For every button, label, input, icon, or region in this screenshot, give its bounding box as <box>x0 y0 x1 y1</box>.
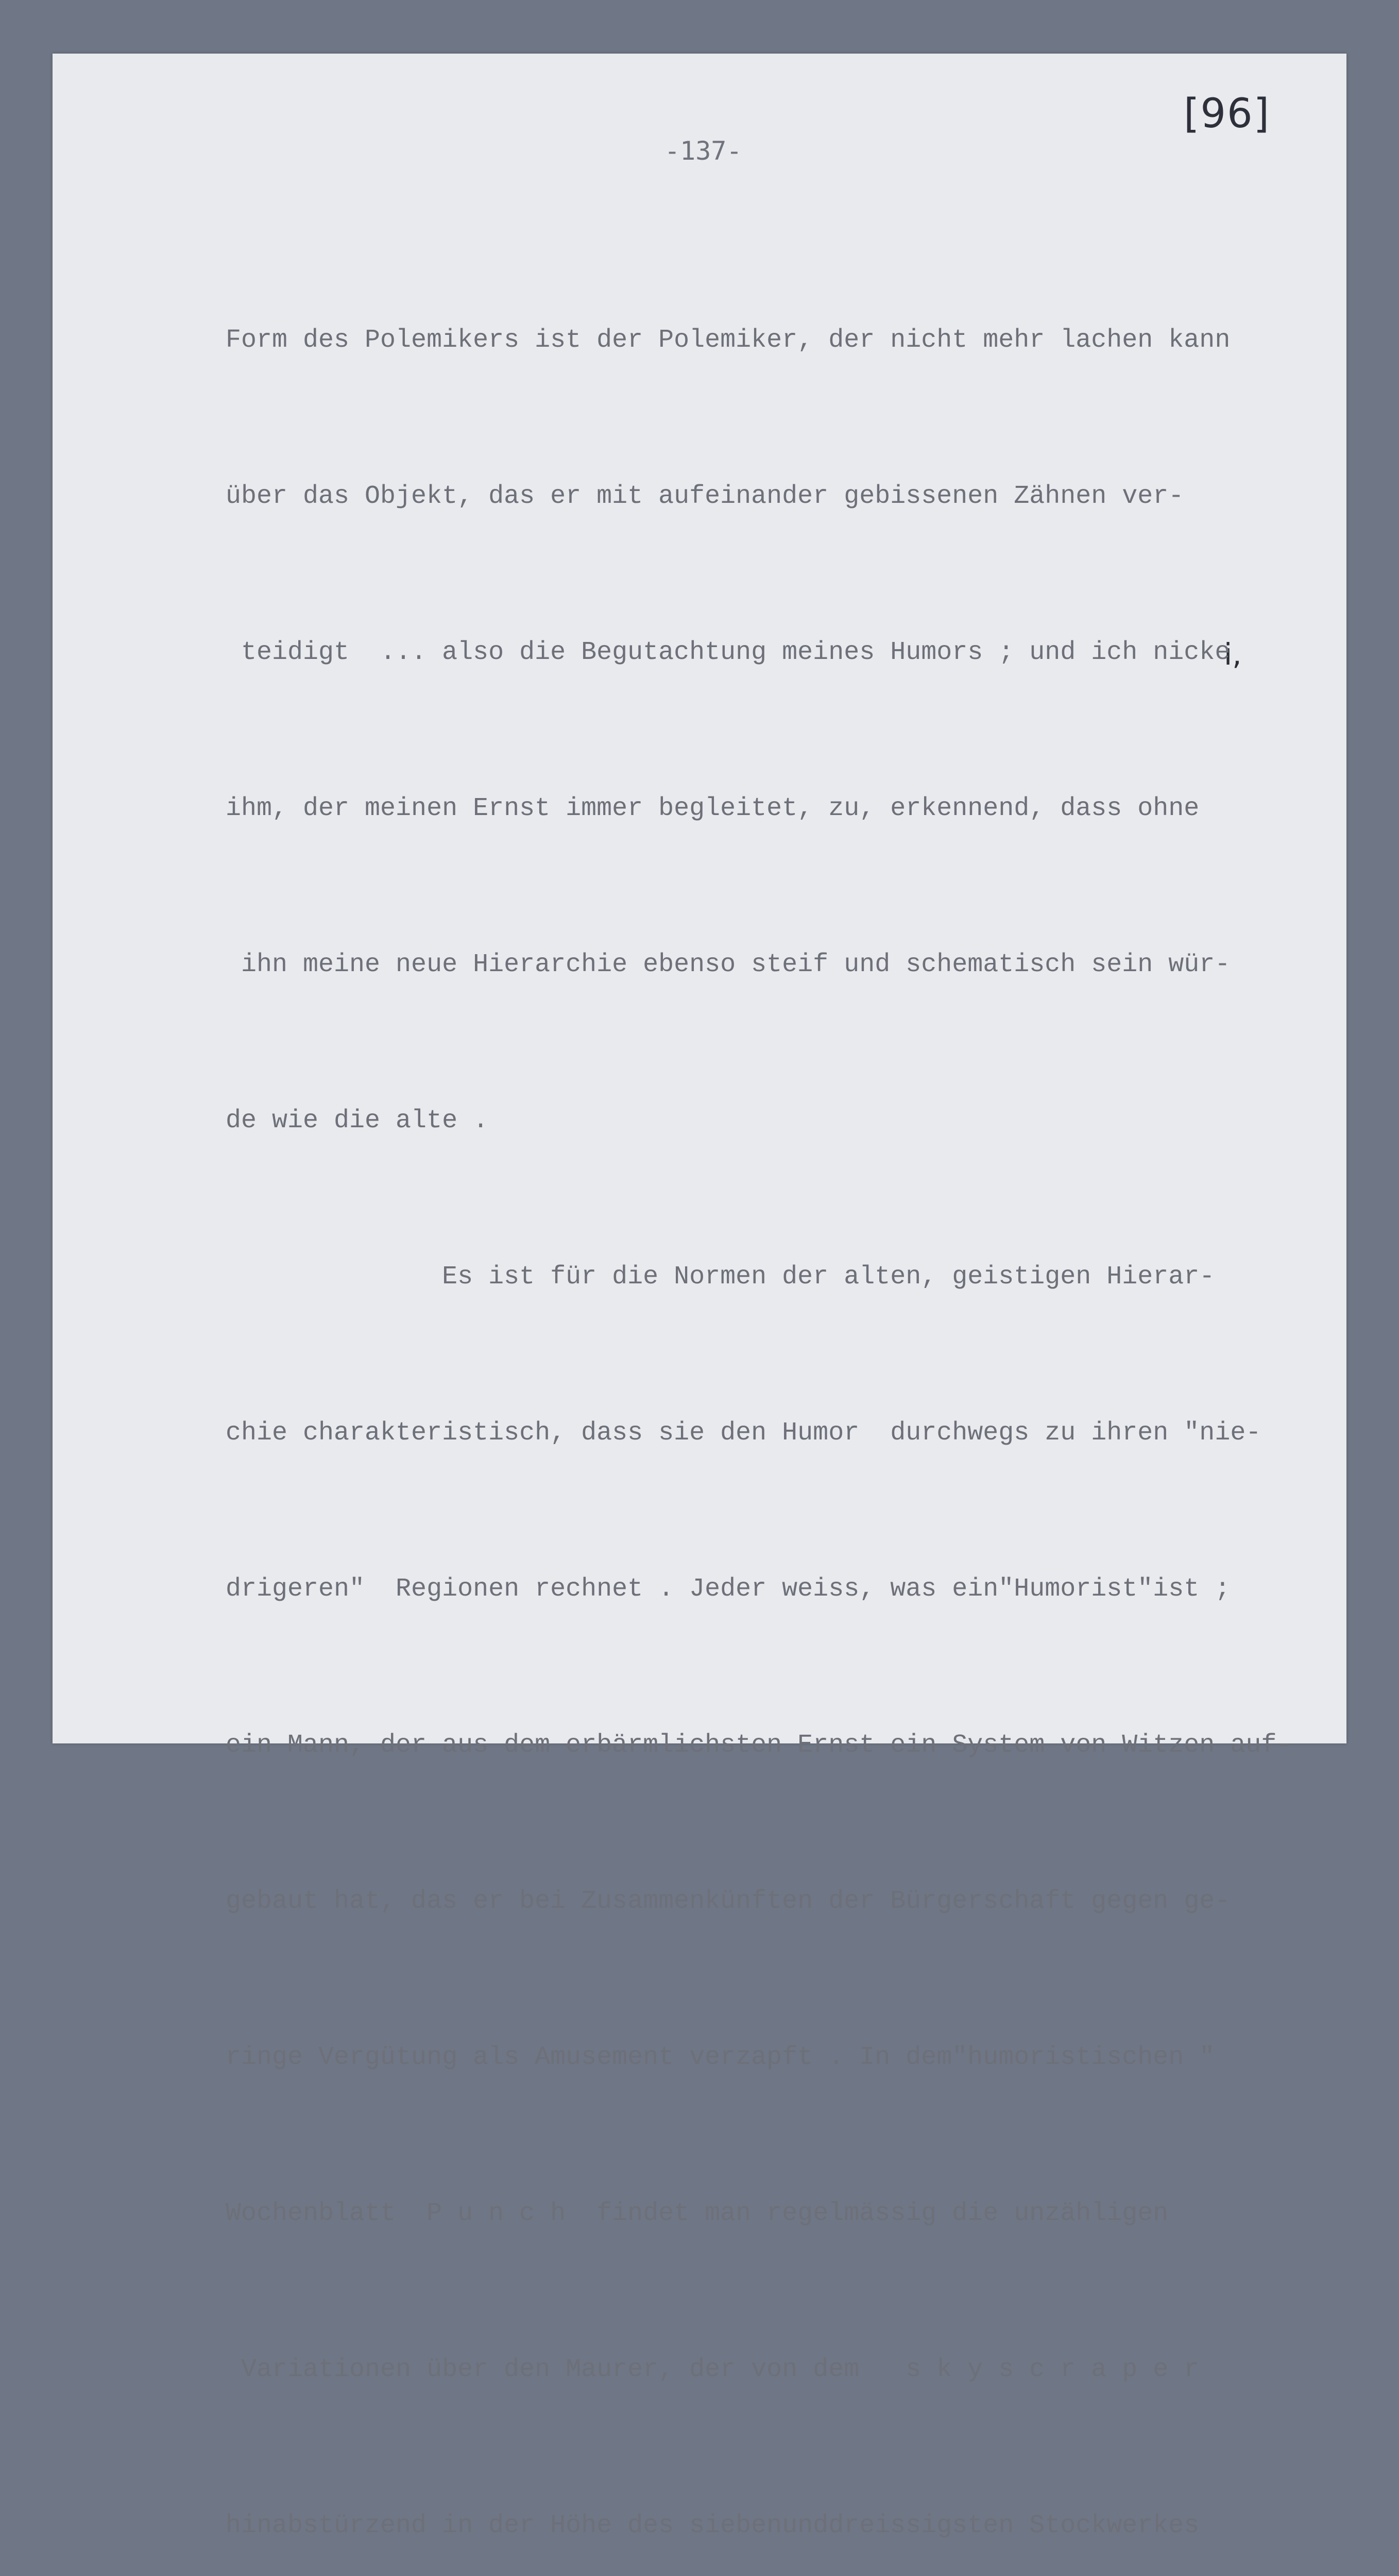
text-line: ihm, der meinen Ernst immer begleitet, zu, erkennend, dass ohne <box>226 794 1200 823</box>
handwritten-margin-note: i, <box>1224 637 1242 672</box>
text-line: ihn meine neue Hierarchie ebenso steif und schematisch sein wür- <box>226 950 1231 979</box>
text-line: Variationen über den Maurer, der von dem s k y s c r a p e r <box>226 2355 1200 2384</box>
text-line: hinabstürzend in der Höhe des siebenunddreissigsten Stockwerkes <box>226 2511 1200 2540</box>
text-line: teidigt ... also die Begutachtung meines Humors ; und ich nicke <box>226 638 1231 667</box>
text-line: ringe Vergütung als Amusement verzapft . In dem"humoristischen " <box>226 2043 1215 2072</box>
text-line: Form des Polemikers ist der Polemiker, der nicht mehr lachen kann <box>226 326 1231 355</box>
text-line: drigeren" Regionen rechnet . Jeder weiss, was ein"Humorist"ist ; <box>226 1574 1231 1604</box>
text-line: ein Mann, der aus dem erbärmlichsten Ernst ein System von Witzen auf- <box>226 1731 1292 1760</box>
text-line: Wochenblatt P u n c h findet man regelmässig die unzähligen <box>226 2199 1169 2228</box>
body-text <box>226 210 1328 2576</box>
text-line: chie charakteristisch, dass sie den Humor durchwegs zu ihren "nie- <box>226 1418 1261 1448</box>
text-line: gebaut hat, das er bei Zusammenkünften der Bürgerschaft gegen ge- <box>226 1887 1231 1916</box>
text-line: de wie die alte . <box>226 1106 489 1136</box>
text-line: über das Objekt, das er mit aufeinander gebissenen Zähnen ver- <box>226 482 1184 511</box>
archive-mark: [96] <box>1184 91 1271 137</box>
text-line: Es ist für die Normen der alten, geistigen Hierar- <box>226 1262 1215 1292</box>
page-number: -137- <box>664 136 742 166</box>
